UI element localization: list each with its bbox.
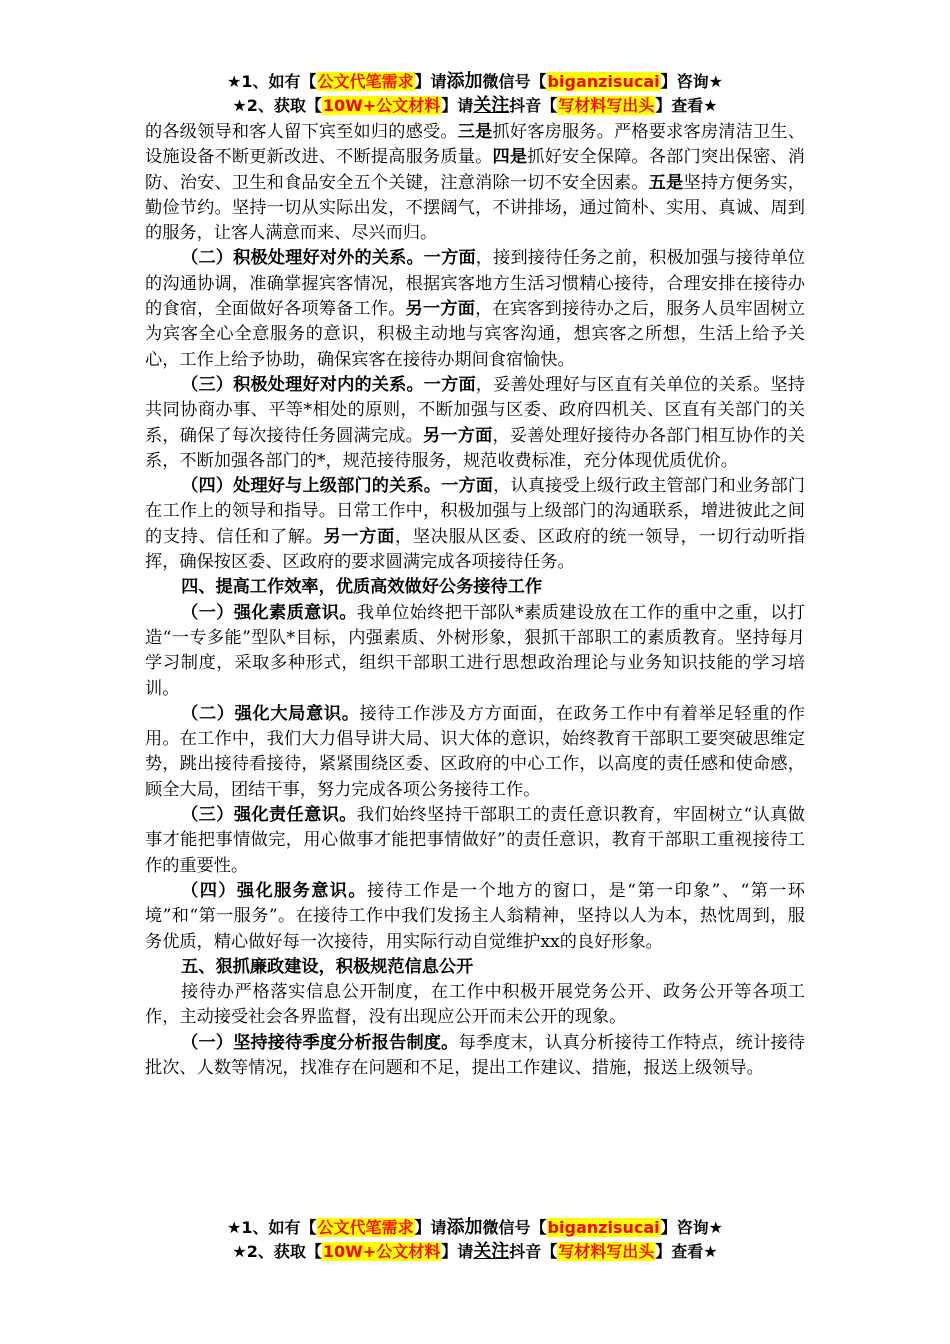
- bold-text: （四）强化服务意识。: [181, 880, 367, 901]
- bold-text: （三）积极处理好对内的关系。: [181, 374, 424, 395]
- banner-line-2: [145, 94, 805, 118]
- text-run: 每季度末，认真分析接待工作特点，统计接待批次、人数等情况，找准存在问题和不足，提出工作建议、措施，报送上级领导。: [145, 1032, 805, 1078]
- paragraph: [145, 246, 805, 372]
- bold-text: 四是: [492, 147, 528, 168]
- bold-text: 一方面: [441, 476, 494, 497]
- text-run: 坚持方便务实，勤俭节约。坚持一切从实际出发，不摆阔气，不讲排场，通过简朴、实用、真诚、周到的服务，让客人满意而来、尽兴而归。: [145, 172, 805, 244]
- bold-text: 另一方面: [323, 526, 395, 547]
- bold-text: （三）强化责任意识。: [181, 805, 357, 826]
- text-run: 接待工作涉及方方面面，在政务工作中有着举足轻重的作用。在工作中，我们大力倡导讲大局、识大体的意识，始终教育干部职工要突破思维定势，跳出接待看接待，紧紧围绕区委、区政府的中心工作，以高度的责任感和使命感，顾全大局，团结干事，努力完成各项公务接待工作。: [145, 703, 805, 800]
- banner-2-emphasis: 关注: [473, 95, 510, 116]
- banner-2-mid-2: 抖音【: [509, 96, 558, 115]
- bold-text: 另一方面: [405, 299, 476, 320]
- bold-text: 三是: [457, 122, 493, 142]
- text-run: 的各级领导和客人留下宾至如归的感受。: [145, 122, 458, 142]
- bold-text: （二）强化大局意识。: [181, 703, 360, 724]
- bold-text: 一方面: [423, 374, 476, 395]
- banner-1-highlight-1: 公文代笔需求: [317, 72, 414, 91]
- footer-banner-line-1: [145, 1216, 805, 1240]
- text-run: 抓好安全保障。各部门突出保密、消防、治安、卫生和食品安全五个关键，注意消除一切不安全因素。: [145, 147, 805, 193]
- section-heading: [145, 575, 805, 600]
- text-run: ，在宾客到接待办之后，服务人员牢固树立为宾客全心全意服务的意识，积极主动地与宾客沟通，想宾客之所想，生活上给予关心，工作上给予协助，确保宾客在接待办期间食宿愉快。: [145, 299, 805, 370]
- footer-1-post: 】咨询★: [660, 1218, 723, 1237]
- banner-1-mid-2: 微信号【: [482, 72, 547, 91]
- footer-2-highlight-1: 10W+公文材料: [322, 1242, 441, 1261]
- footer-banner-line-2: [145, 1240, 805, 1264]
- banner-1-pre: ★1、如有【: [227, 72, 317, 91]
- bold-text: （一）坚持接待季度分析报告制度。: [181, 1032, 459, 1053]
- paragraph: [145, 474, 805, 575]
- bold-text: 五、狠抓廉政建设，积极规范信息公开: [181, 956, 474, 977]
- paragraph: [145, 879, 805, 955]
- footer-1-emphasis: 添加: [446, 1217, 483, 1238]
- footer-2-post: 】查看★: [655, 1242, 718, 1261]
- footer-1-mid-1: 】请: [414, 1218, 447, 1237]
- paragraph: [145, 803, 805, 879]
- bold-text: （一）强化素质意识。: [181, 602, 357, 623]
- text-run: 我单位始终把干部队*素质建设放在工作的重中之重，以打造“一专多能”型队*目标，内强素质、外树形象，狠抓干部职工的素质教育。坚持每月学习制度，采取多种形式，组织干部职工进行思想政治理论与业务知识技能的学习培训。: [145, 602, 805, 699]
- paragraph: [145, 120, 805, 246]
- banner-1-emphasis: 添加: [446, 71, 483, 92]
- banner-2-highlight-2: 写材料写出头: [558, 96, 655, 115]
- paragraph: [145, 980, 805, 1031]
- text-run: ，妥善处理好与区直有关单位的关系。坚持共同协商办事、平等*相处的原则，不断加强与区委、政府四机关、区直有关部门的关系，确保了每次接待任务圆满完成。: [145, 374, 805, 446]
- footer-1-highlight-2: biganzisucai: [547, 1218, 660, 1237]
- banner-2-mid-1: 】请: [441, 96, 474, 115]
- footer-1-highlight-1: 公文代笔需求: [317, 1218, 414, 1237]
- text-run: 接待办严格落实信息公开制度，在工作中积极开展党务公开、政务公开等各项工作，主动接受社会各界监督，没有出现应公开而未公开的现象。: [145, 982, 805, 1028]
- bold-text: （二）积极处理好对外的关系。: [181, 248, 424, 269]
- text-run: 接待工作是一个地方的窗口，是“第一印象”、“第一环境”和“第一服务”。在接待工作中我们发扬主人翁精神，坚持以人为本，热忱周到，服务优质，精心做好每一次接待，用实际行动自觉维护xx的良好形象。: [145, 880, 805, 952]
- banner-2-post: 】查看★: [655, 96, 718, 115]
- paragraph: [145, 702, 805, 803]
- footer-2-emphasis: 关注: [473, 1241, 510, 1262]
- footer-2-mid-2: 抖音【: [509, 1242, 558, 1261]
- section-heading: [145, 955, 805, 980]
- footer-2-highlight-2: 写材料写出头: [558, 1242, 655, 1261]
- text-run: ，坚决服从区委、区政府的统一领导，一切行动听指挥，确保按区委、区政府的要求圆满完成各项接待任务。: [145, 526, 805, 573]
- banner-line-1: [145, 70, 805, 94]
- banner-1-mid-1: 】请: [414, 72, 447, 91]
- bold-text: 五是: [648, 172, 684, 193]
- footer-banner: [145, 1216, 805, 1264]
- footer-2-pre: ★2、获取【: [232, 1242, 322, 1261]
- banner-2-pre: ★2、获取【: [232, 96, 322, 115]
- paragraph: [145, 601, 805, 702]
- banner-1-post: 】咨询★: [660, 72, 723, 91]
- text-run: 抓好客房服务。严格要求客房清洁卫生、设施设备不断更新改进、不断提高服务质量。: [145, 122, 805, 168]
- paragraph: [145, 373, 805, 474]
- document-body: [145, 120, 805, 1081]
- text-run: 我们始终坚持干部职工的责任意识教育，牢固树立“认真做事才能把事情做完，用心做事才能把事情做好”的责任意识，教育干部职工重视接待工作的重要性。: [145, 805, 805, 876]
- footer-1-mid-2: 微信号【: [482, 1218, 547, 1237]
- banner-2-highlight-1: 10W+公文材料: [322, 96, 441, 115]
- banner-1-highlight-2: biganzisucai: [547, 72, 660, 91]
- bold-text: 另一方面: [422, 425, 493, 446]
- bold-text: 四、提高工作效率，优质高效做好公务接待工作: [181, 577, 543, 598]
- text-run: ，认真接受上级行政主管部门和业务部门在工作上的领导和指导。日常工作中，积极加强与上级部门的沟通联系，增进彼此之间的支持、信任和了解。: [145, 476, 805, 547]
- footer-2-mid-1: 】请: [441, 1242, 474, 1261]
- text-run: ，妥善处理好接待办各部门相互协作的关系，不断加强各部门的*，规范接待服务，规范收费标准，充分体现优质优价。: [145, 425, 805, 471]
- header-banner: [145, 70, 805, 118]
- bold-text: （四）处理好与上级部门的关系。: [181, 476, 442, 497]
- paragraph: [145, 1031, 805, 1082]
- bold-text: 一方面: [423, 248, 476, 269]
- text-run: ，接到接待任务之前，积极加强与接待单位的沟通协调，准确掌握宾客情况，根据宾客地方生活习惯精心接待，合理安排在接待办的食宿，全面做好各项筹备工作。: [145, 248, 805, 320]
- footer-1-pre: ★1、如有【: [227, 1218, 317, 1237]
